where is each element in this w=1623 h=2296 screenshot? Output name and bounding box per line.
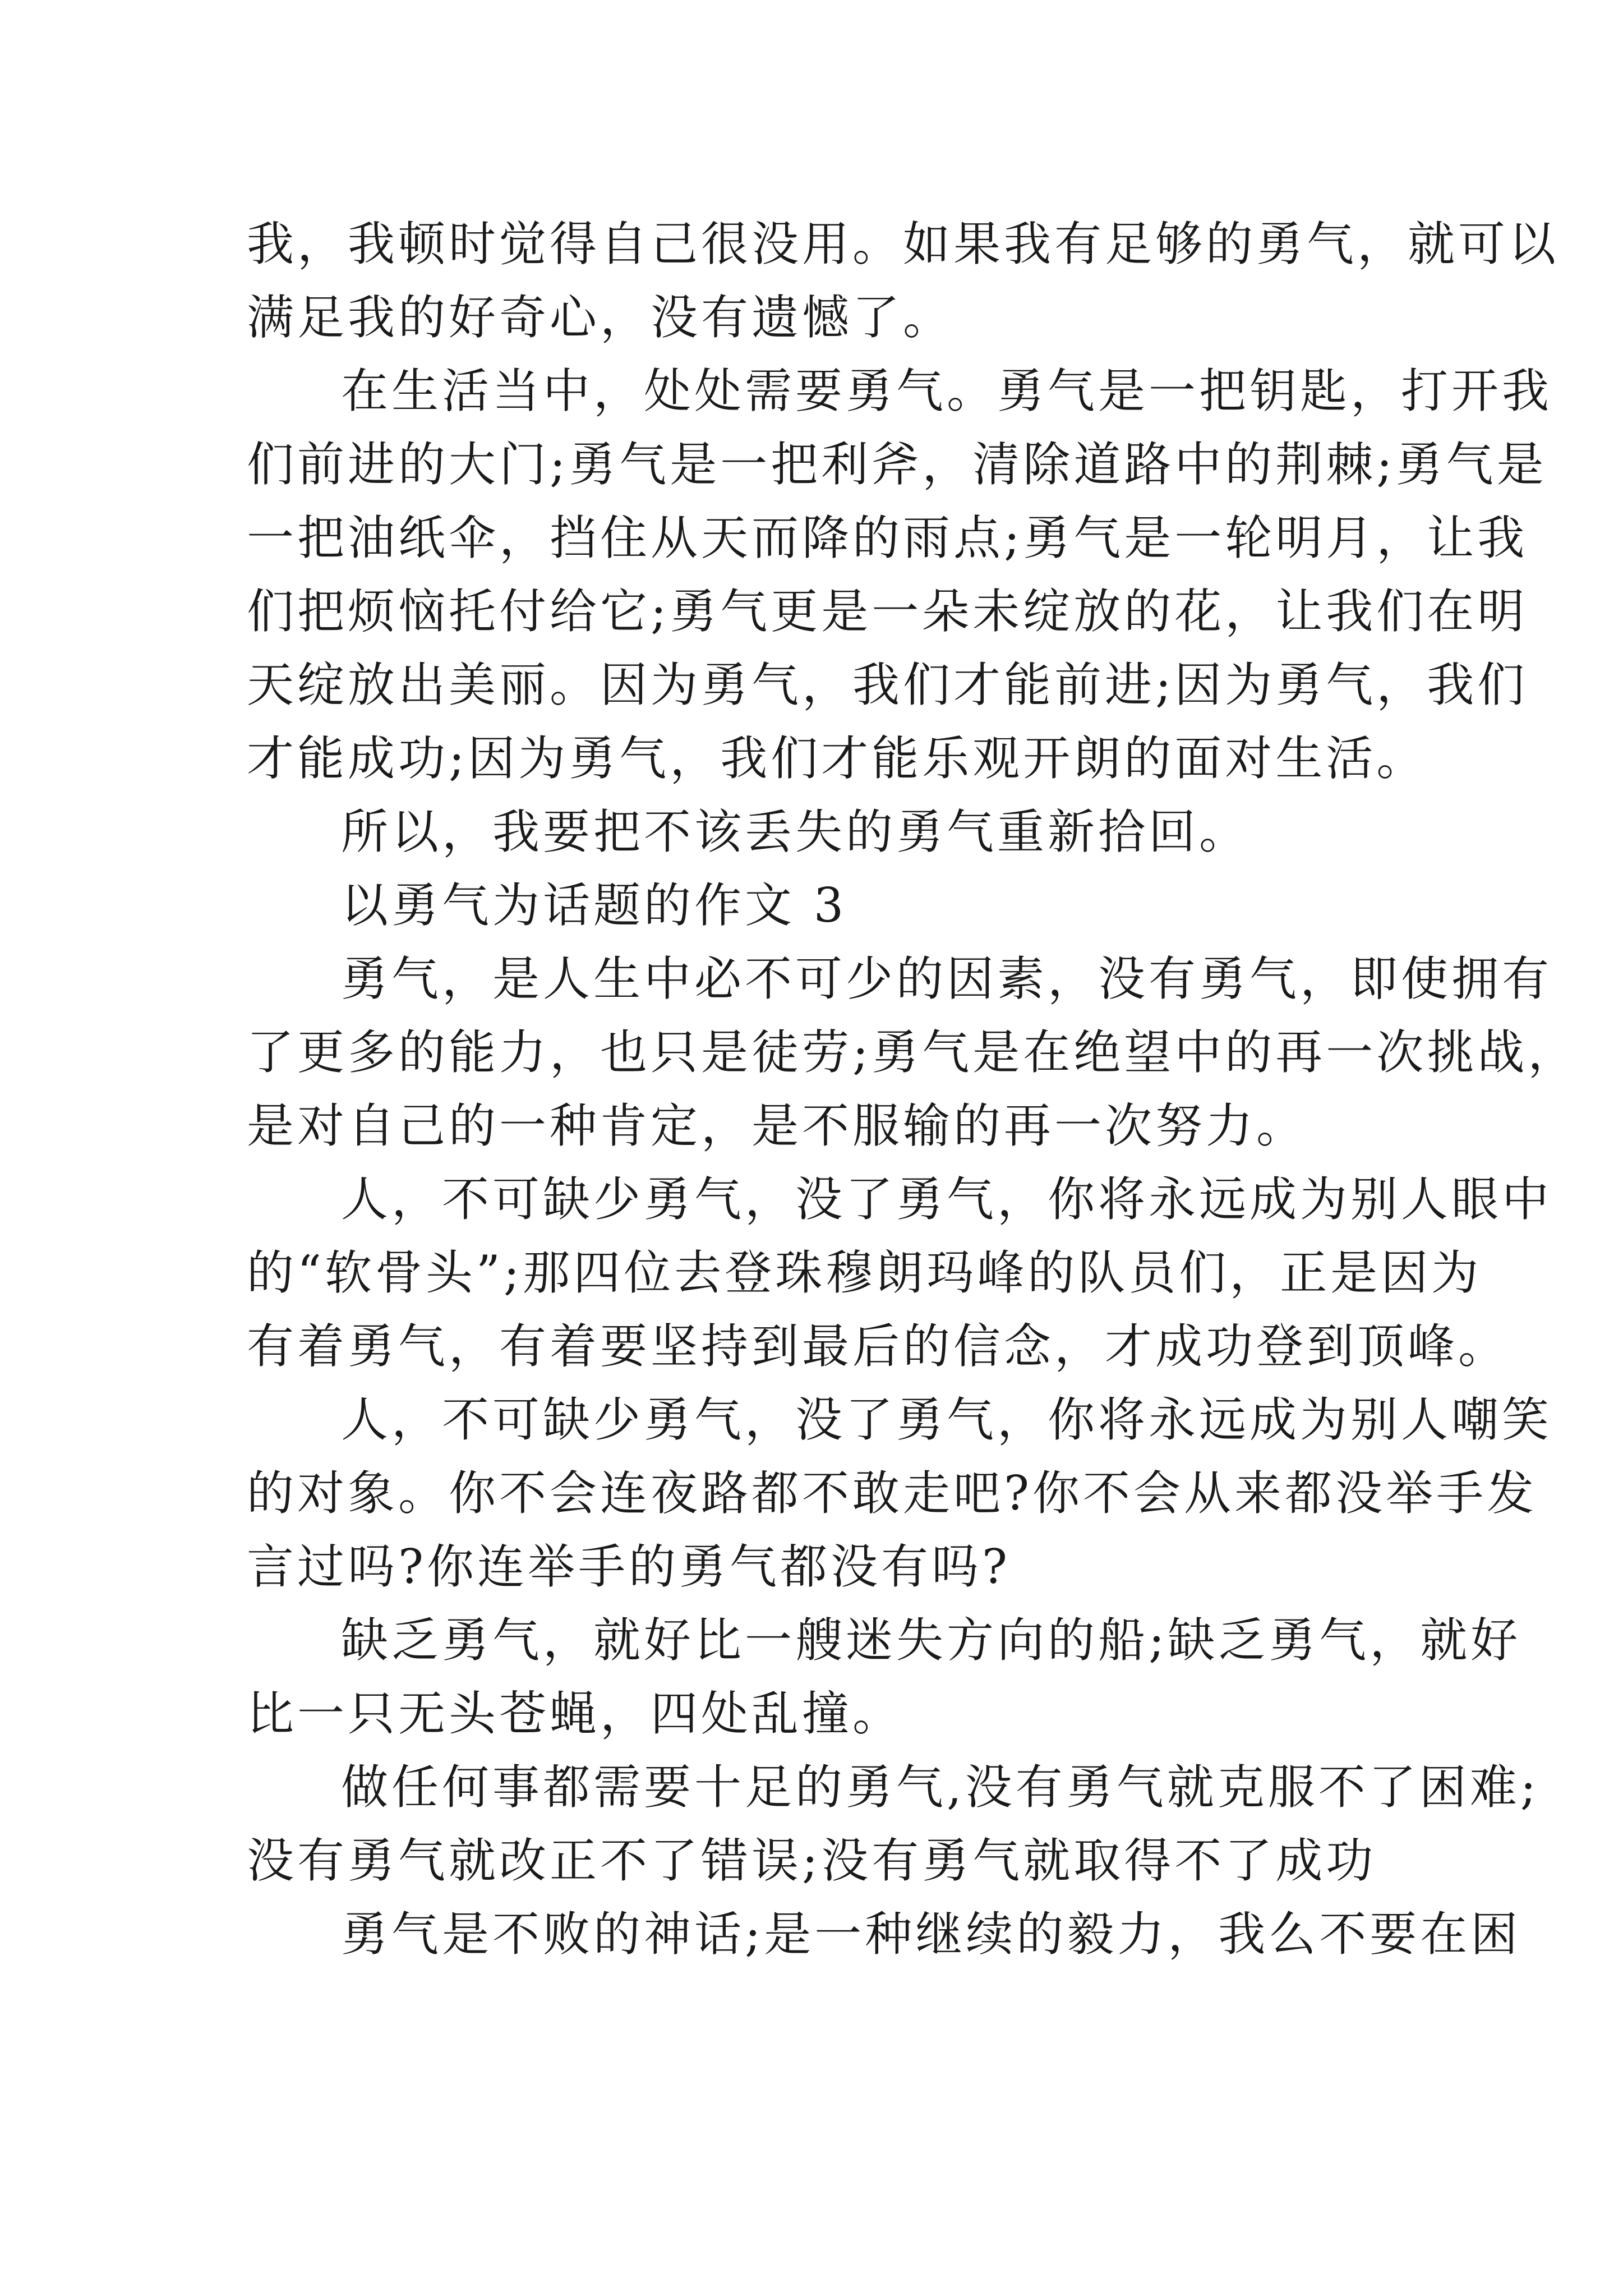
text-line: 的“软骨头”;那四位去登珠穆朗玛峰的队员们，正是因为 (247, 1245, 1482, 1300)
text-line: 满足我的好奇心，没有遗憾了。 (247, 290, 954, 345)
text-line: 人，不可缺少勇气，没了勇气，你将永远成为别人嘲笑 (341, 1392, 1553, 1447)
text-line: 天绽放出美丽。因为勇气，我们才能前进;因为勇气，我们 (247, 657, 1528, 712)
section-heading: 以勇气为话题的作文 3 (341, 878, 847, 933)
text-line: 言过吗?你连举手的勇气都没有吗? (247, 1539, 1011, 1594)
text-line: 了更多的能力，也只是徒劳;勇气是在绝望中的再一次挑战， (247, 1025, 1579, 1080)
text-line: 我，我顿时觉得自己很没用。如果我有足够的勇气，就可以 (247, 217, 1560, 272)
text-line: 所以，我要把不该丢失的勇气重新拾回。 (341, 804, 1250, 859)
text-line: 们把烦恼托付给它;勇气更是一朵未绽放的花，让我们在明 (247, 584, 1528, 639)
text-line: 勇气，是人生中必不可少的因素，没有勇气，即使拥有 (341, 951, 1553, 1006)
text-line: 在生活当中，处处需要勇气。勇气是一把钥匙，打开我 (341, 364, 1553, 418)
text-line: 们前进的大门;勇气是一把利斧，清除道路中的荆棘;勇气是 (247, 437, 1547, 492)
text-line: 的对象。你不会连夜路都不敢走吧?你不会从来都没举手发 (247, 1466, 1538, 1521)
text-line: 是对自己的一种肯定，是不服输的再一次努力。 (247, 1098, 1307, 1153)
text-line: 比一只无头苍蝇，四处乱撞。 (247, 1686, 903, 1741)
text-line: 勇气是不败的神话;是一种继续的毅力，我么不要在困 (341, 1907, 1521, 1962)
text-line: 没有勇气就改正不了错误;没有勇气就取得不了成功 (247, 1833, 1377, 1888)
text-line: 缺乏勇气，就好比一艘迷失方向的船;缺乏勇气，就好 (341, 1613, 1521, 1668)
text-line: 人，不可缺少勇气，没了勇气，你将永远成为别人眼中 (341, 1172, 1553, 1227)
text-line: 才能成功;因为勇气，我们才能乐观开朗的面对生活。 (247, 731, 1427, 786)
text-line: 做任何事都需要十足的勇气,没有勇气就克服不了困难; (341, 1760, 1540, 1815)
body-text (247, 208, 1579, 1971)
text-line: 一把油纸伞，挡住从天而降的雨点;勇气是一轮明月，让我 (247, 510, 1528, 565)
text-line: 有着勇气，有着要坚持到最后的信念，才成功登到顶峰。 (247, 1319, 1509, 1374)
